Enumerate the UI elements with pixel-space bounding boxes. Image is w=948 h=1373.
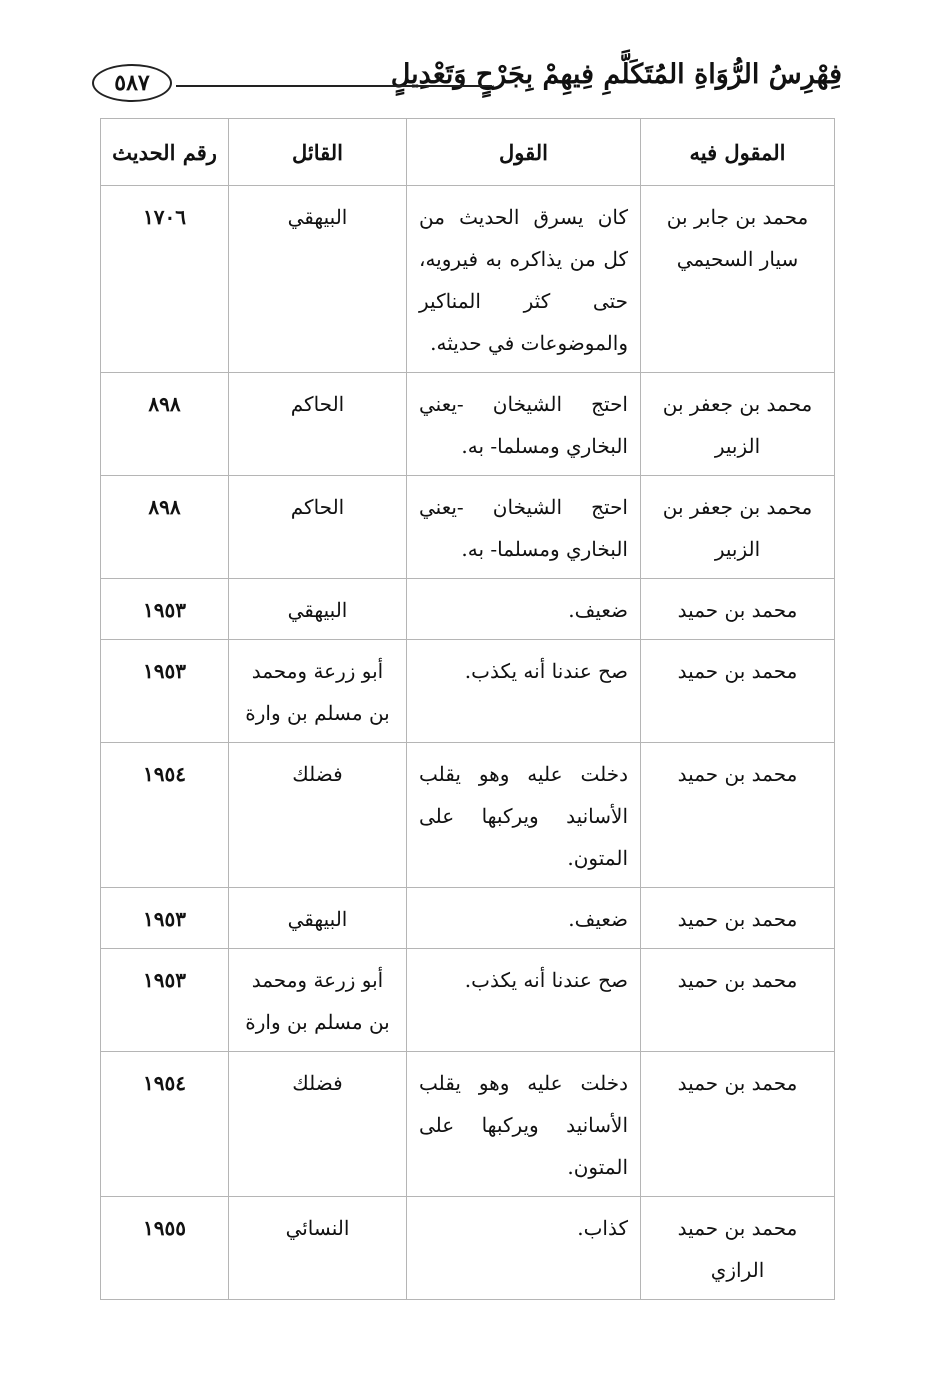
- cell-quote: صح عندنا أنه يكذب.: [407, 640, 641, 743]
- table-row: [101, 1052, 835, 1197]
- cell-sayer: فضلك: [229, 1052, 407, 1197]
- cell-sayer: أبو زرعة ومحمد بن مسلم بن وارة: [229, 640, 407, 743]
- table-row: [101, 888, 835, 949]
- cell-quote: ضعيف.: [407, 888, 641, 949]
- cell-hadith-number: ٨٩٨: [101, 373, 229, 476]
- cell-subject: محمد بن حميد: [641, 743, 835, 888]
- cell-hadith-number: ١٩٥٤: [101, 743, 229, 888]
- table-row: [101, 640, 835, 743]
- cell-subject: محمد بن جعفر بن الزبير: [641, 373, 835, 476]
- cell-sayer: الحاكم: [229, 373, 407, 476]
- page-number: ٥٨٧: [92, 64, 172, 102]
- cell-subject: محمد بن جابر بن سيار السحيمي: [641, 186, 835, 373]
- table-row: [101, 949, 835, 1052]
- cell-subject: محمد بن حميد: [641, 949, 835, 1052]
- page-header: [92, 52, 842, 118]
- cell-quote: دخلت عليه وهو يقلب الأسانيد ويركبها على المتون.: [407, 743, 641, 888]
- cell-subject: محمد بن حميد الرازي: [641, 1197, 835, 1300]
- table-row: [101, 743, 835, 888]
- cell-hadith-number: ١٩٥٣: [101, 949, 229, 1052]
- cell-hadith-number: ١٧٠٦: [101, 186, 229, 373]
- cell-quote: كان يسرق الحديث من كل من يذاكره به فيرويه، حتى كثر المناكير والموضوعات في حديثه.: [407, 186, 641, 373]
- cell-subject: محمد بن حميد: [641, 1052, 835, 1197]
- cell-quote: احتج الشيخان -يعني البخاري ومسلما- به.: [407, 373, 641, 476]
- table-row: [101, 373, 835, 476]
- cell-hadith-number: ١٩٥٣: [101, 640, 229, 743]
- cell-sayer: الحاكم: [229, 476, 407, 579]
- cell-sayer: فضلك: [229, 743, 407, 888]
- cell-sayer: أبو زرعة ومحمد بن مسلم بن وارة: [229, 949, 407, 1052]
- cell-hadith-number: ١٩٥٤: [101, 1052, 229, 1197]
- cell-quote: ضعيف.: [407, 579, 641, 640]
- table-row: [101, 1197, 835, 1300]
- cell-subject: محمد بن جعفر بن الزبير: [641, 476, 835, 579]
- cell-sayer: البيهقي: [229, 579, 407, 640]
- cell-sayer: البيهقي: [229, 888, 407, 949]
- header-rule: [176, 85, 492, 87]
- cell-subject: محمد بن حميد: [641, 640, 835, 743]
- table-row: [101, 476, 835, 579]
- cell-quote: احتج الشيخان -يعني البخاري ومسلما- به.: [407, 476, 641, 579]
- cell-subject: محمد بن حميد: [641, 888, 835, 949]
- cell-sayer: النسائي: [229, 1197, 407, 1300]
- cell-hadith-number: ١٩٥٥: [101, 1197, 229, 1300]
- cell-hadith-number: ٨٩٨: [101, 476, 229, 579]
- column-header-hadith-number: رقم الحديث: [101, 119, 229, 186]
- table-row: [101, 186, 835, 373]
- cell-hadith-number: ١٩٥٣: [101, 579, 229, 640]
- page-title: فِهْرِسُ الرُّوَاةِ المُتَكَلَّمِ فِيهِمْ بِجَرْحٍ وَتَعْدِيلٍ: [390, 59, 842, 90]
- narrators-index-table: [100, 118, 835, 1300]
- table-row: [101, 579, 835, 640]
- column-header-subject: المقول فيه: [641, 119, 835, 186]
- column-header-quote: القول: [407, 119, 641, 186]
- cell-quote: دخلت عليه وهو يقلب الأسانيد ويركبها على المتون.: [407, 1052, 641, 1197]
- cell-sayer: البيهقي: [229, 186, 407, 373]
- cell-subject: محمد بن حميد: [641, 579, 835, 640]
- column-header-sayer: القائل: [229, 119, 407, 186]
- cell-hadith-number: ١٩٥٣: [101, 888, 229, 949]
- cell-quote: كذاب.: [407, 1197, 641, 1300]
- table-header-row: [101, 119, 835, 186]
- cell-quote: صح عندنا أنه يكذب.: [407, 949, 641, 1052]
